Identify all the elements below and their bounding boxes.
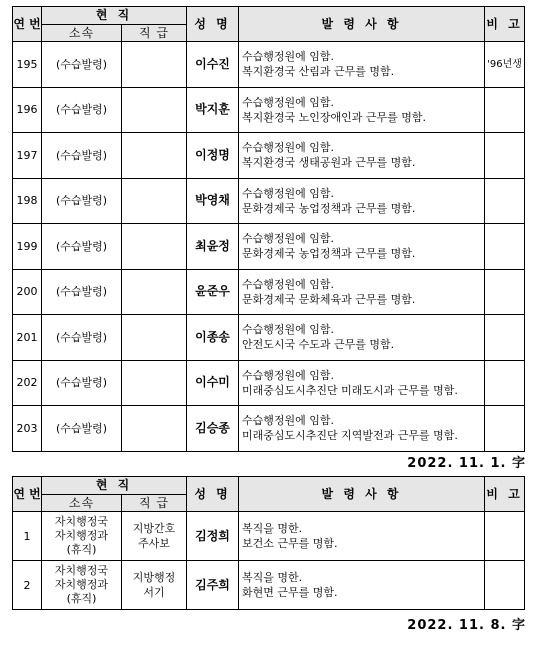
- row-number: 1: [13, 512, 42, 561]
- header-no: 연 번: [13, 7, 42, 42]
- rank-line-2: 서기: [143, 586, 165, 599]
- row-rank: [122, 269, 187, 315]
- affiliation-line-2: 자치행정과: [54, 529, 109, 542]
- order-line-1: 수습행정원에 임함.: [242, 50, 335, 64]
- row-rank: [122, 406, 187, 452]
- row-order: [239, 87, 485, 133]
- order-line-1: 수습행정원에 임함.: [242, 141, 335, 155]
- row-number: 196: [13, 87, 42, 133]
- row-affiliation: [42, 512, 122, 561]
- order-line-1: 수습행정원에 임함.: [242, 232, 335, 246]
- row-order: [239, 42, 485, 88]
- row-name: 이수진: [187, 42, 239, 88]
- row-order: [239, 406, 485, 452]
- header-note: 비 고: [485, 477, 525, 512]
- row-affiliation: (수습발령): [42, 269, 122, 315]
- row-number: 198: [13, 178, 42, 224]
- rank-line-1: 지방간호: [132, 522, 176, 535]
- header-current: 현 직: [42, 7, 187, 25]
- affiliation-line-2: 자치행정과: [54, 578, 109, 591]
- order-line-1: 수습행정원에 임함.: [242, 277, 335, 291]
- row-name: 김주희: [187, 561, 239, 610]
- row-note: [485, 360, 525, 406]
- row-rank: [122, 224, 187, 270]
- row-name: 이정명: [187, 133, 239, 179]
- table-row: [13, 133, 525, 179]
- row-number: 200: [13, 269, 42, 315]
- date-stamp-1: 2022. 11. 1. 字: [407, 456, 526, 471]
- affiliation-line-3: (휴직): [66, 592, 97, 605]
- table-row: [13, 406, 525, 452]
- order-line-2: 문화경제국 문화체육과 근무를 명함.: [242, 292, 416, 306]
- header-order: 발 령 사 항: [239, 7, 485, 42]
- order-line-1: 수습행정원에 임함.: [242, 414, 335, 428]
- row-affiliation: [42, 561, 122, 610]
- table-row: [13, 269, 525, 315]
- row-rank: [122, 133, 187, 179]
- row-affiliation: (수습발령): [42, 133, 122, 179]
- order-line-2: 안전도시국 수도과 근무를 명함.: [242, 338, 395, 352]
- row-affiliation: (수습발령): [42, 224, 122, 270]
- header-name: 성 명: [187, 7, 239, 42]
- table-row: [13, 315, 525, 361]
- order-line-1: 수습행정원에 임함.: [242, 368, 335, 382]
- order-line-1: 수습행정원에 임함.: [242, 95, 335, 109]
- rank-line-2: 주사보: [138, 537, 170, 550]
- row-rank: [122, 42, 187, 88]
- row-name: 박지훈: [187, 87, 239, 133]
- row-affiliation: (수습발령): [42, 315, 122, 361]
- row-order: [239, 224, 485, 270]
- row-affiliation: (수습발령): [42, 406, 122, 452]
- row-note: [485, 512, 525, 561]
- header-no: 연 번: [13, 477, 42, 512]
- affiliation-line-1: 자치행정국: [54, 515, 109, 528]
- row-note: [485, 87, 525, 133]
- table-row: [13, 512, 525, 561]
- row-rank: [122, 87, 187, 133]
- row-note: [485, 133, 525, 179]
- row-note: [485, 406, 525, 452]
- header-affiliation: 소속: [42, 495, 122, 512]
- header-name: 성 명: [187, 477, 239, 512]
- row-number: 199: [13, 224, 42, 270]
- row-note: [485, 315, 525, 361]
- row-affiliation: (수습발령): [42, 178, 122, 224]
- row-number: 203: [13, 406, 42, 452]
- header-current: 현 직: [42, 477, 187, 495]
- row-order: [239, 360, 485, 406]
- row-order: [239, 133, 485, 179]
- appointment-table-2: [12, 476, 525, 610]
- row-name: 김정희: [187, 512, 239, 561]
- order-line-2: 화현면 근무를 명함.: [242, 586, 338, 599]
- row-order: [239, 561, 485, 610]
- row-note: [485, 269, 525, 315]
- table-row: [13, 87, 525, 133]
- row-order: [239, 269, 485, 315]
- order-line-2: 문화경제국 농업정책과 근무를 명함.: [242, 247, 416, 261]
- header-rank: 직 급: [122, 25, 187, 42]
- table-row: [13, 561, 525, 610]
- row-rank: [122, 315, 187, 361]
- header-note: 비 고: [485, 7, 525, 42]
- order-line-2: 문화경제국 농업정책과 근무를 명함.: [242, 201, 416, 215]
- order-line-2: 복지환경국 생태공원과 근무를 명함.: [242, 156, 416, 170]
- order-line-2: 복지환경국 노인장애인과 근무를 명함.: [242, 110, 427, 124]
- order-line-2: 복지환경국 산림과 근무를 명함.: [242, 65, 395, 79]
- order-line-1: 수습행정원에 임함.: [242, 186, 335, 200]
- row-rank: [122, 360, 187, 406]
- table-row: [13, 42, 525, 88]
- row-rank: [122, 178, 187, 224]
- order-line-2: 보건소 근무를 명함.: [242, 537, 338, 550]
- row-affiliation: (수습발령): [42, 87, 122, 133]
- order-line-1: 복직을 명한.: [242, 571, 303, 584]
- row-name: 이수미: [187, 360, 239, 406]
- date-stamp-2: 2022. 11. 8. 字: [407, 618, 526, 633]
- row-name: 김승종: [187, 406, 239, 452]
- table-row: [13, 360, 525, 406]
- order-line-2: 미래중심도시추진단 지역발전과 근무를 명함.: [242, 429, 458, 443]
- table-row: [13, 224, 525, 270]
- row-name: 윤준우: [187, 269, 239, 315]
- appointment-table-1: [12, 6, 525, 452]
- table-row: [13, 178, 525, 224]
- row-number: 201: [13, 315, 42, 361]
- row-order: [239, 178, 485, 224]
- row-name: 최윤정: [187, 224, 239, 270]
- row-note: '96년생: [485, 42, 525, 88]
- row-affiliation: (수습발령): [42, 42, 122, 88]
- order-line-1: 수습행정원에 임함.: [242, 323, 335, 337]
- affiliation-line-1: 자치행정국: [54, 564, 109, 577]
- row-note: [485, 224, 525, 270]
- row-rank: [122, 561, 187, 610]
- rank-line-1: 지방행정: [132, 571, 176, 584]
- affiliation-line-3: (휴직): [66, 543, 97, 556]
- header-order: 발 령 사 항: [239, 477, 485, 512]
- order-line-2: 미래중심도시추진단 미래도시과 근무를 명함.: [242, 383, 458, 397]
- row-name: 박영채: [187, 178, 239, 224]
- header-affiliation: 소속: [42, 25, 122, 42]
- order-line-1: 복직을 명한.: [242, 522, 303, 535]
- row-number: 202: [13, 360, 42, 406]
- row-number: 195: [13, 42, 42, 88]
- row-name: 이종송: [187, 315, 239, 361]
- row-affiliation: (수습발령): [42, 360, 122, 406]
- row-order: [239, 512, 485, 561]
- row-order: [239, 315, 485, 361]
- row-rank: [122, 512, 187, 561]
- row-note: [485, 561, 525, 610]
- row-note: [485, 178, 525, 224]
- row-number: 197: [13, 133, 42, 179]
- row-number: 2: [13, 561, 42, 610]
- header-rank: 직 급: [122, 495, 187, 512]
